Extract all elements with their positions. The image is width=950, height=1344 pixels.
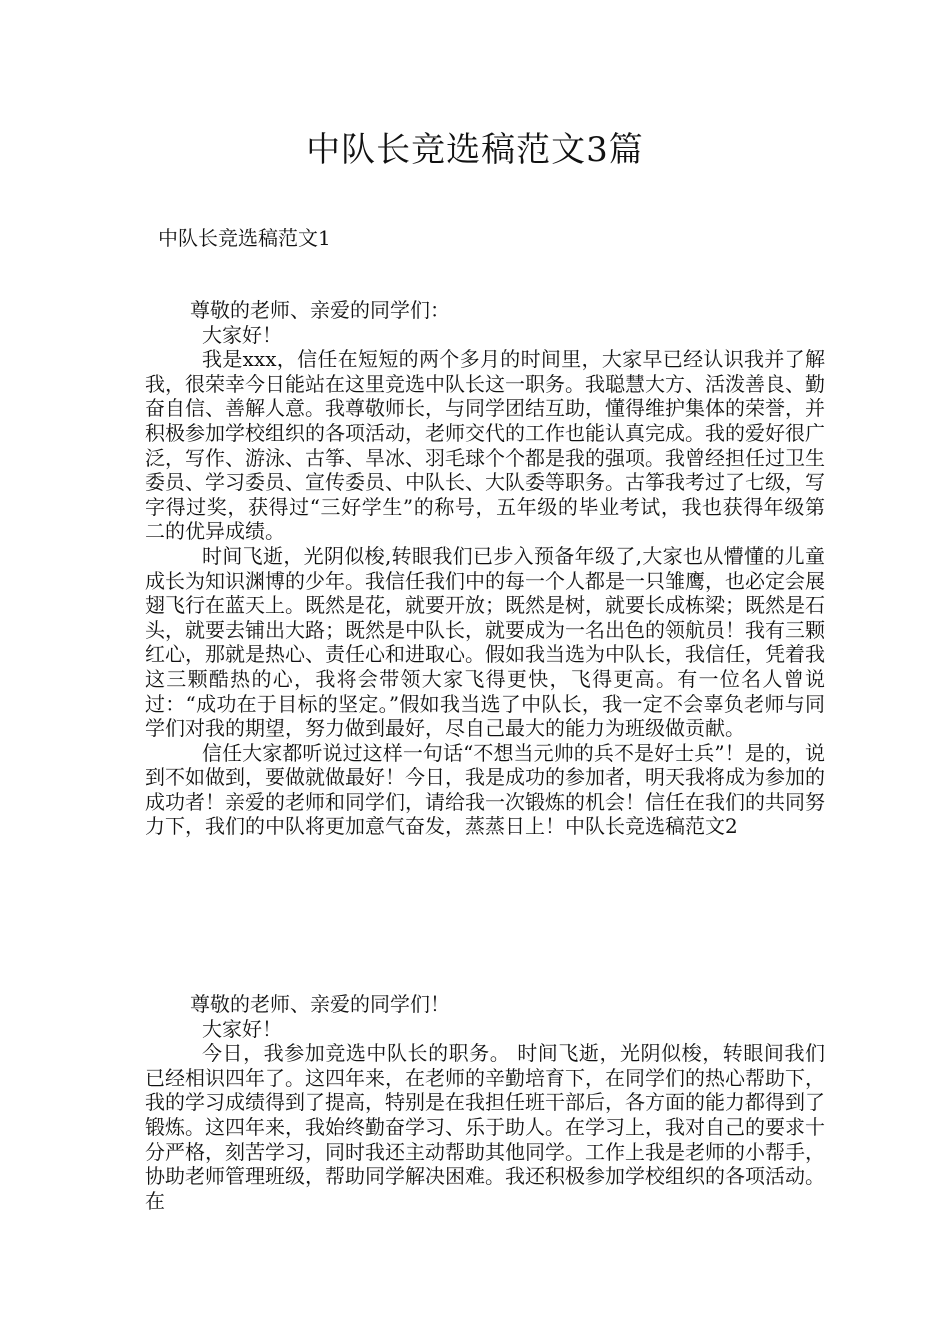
speech-2-greeting: 尊敬的老师、亲爱的同学们！ [190,992,450,1016]
speech-1-paragraph: 我是xxx，信任在短短的两个多月的时间里，大家早已经认识我并了解我，很荣幸今日能站在这里竞选中队长这一职务。我聪慧大方、活泼善良、勤奋自信、善解人意。我尊敬师长，与同学团结互助，懂得维护集体的荣誉，并积极参加学校组织的各项活动，老师交代的工作也能认真完成。我的爱好很广泛，写作、游泳、古筝、旱冰、羽毛球个个都是我的强项。我曾经担任过卫生委员、学习委员、宣传委员、中队长、大队委等职务。古筝我考过了七级，写字得过奖，获得过“三好学生”的称号，五年级的毕业考试，我也获得年级第二的优异成绩。 [145,347,825,544]
speech-1-body [145,298,825,839]
speech-2-body [145,992,825,1213]
speech-2-paragraph: 今日，我参加竞选中队长的职务。 时间飞逝，光阴似梭，转眼间我们已经相识四年了。这四年来，在老师的辛勤培育下，在同学们的热心帮助下，我的学习成绩得到了提高，特别是在我担任班干部后，各方面的能力都得到了锻炼。这四年来，我始终勤奋学习、乐于助人。在学习上，我对自己的要求十分严格，刻苦学习，同时我还主动帮助其他同学。工作上我是老师的小帮手，协助老师管理班级，帮助同学解决困难。我还积极参加学校组织的各项活动。在 [145,1041,825,1213]
document-title: 中队长竞选稿范文3篇 [306,130,644,170]
speech-1-paragraph: 信任大家都听说过这样一句话“不想当元帅的兵不是好士兵”！是的，说到不如做到，要做就做最好！今日，我是成功的参加者，明天我将成为参加的成功者！亲爱的老师和同学们，请给我一次锻炼的机会！信任在我们的共同努力下，我们的中队将更加意气奋发，蒸蒸日上！中队长竞选稿范文2 [145,740,825,839]
speech-1-hello: 大家好！ [202,322,282,347]
speech-1-greeting: 尊敬的老师、亲爱的同学们： [190,298,450,322]
speech-1-paragraph: 时间飞逝，光阴似梭,转眼我们已步入预备年级了,大家也从懵懂的儿童成长为知识渊博的少年。我信任我们中的每一个人都是一只雏鹰，也必定会展翅飞行在蓝天上。既然是花，就要开放；既然是树，就要长成栋梁；既然是石头，就要去铺出大路；既然是中队长，就要成为一名出色的领航员！我有三颗红心，那就是热心、责任心和进取心。假如我当选为中队长，我信任，凭着我这三颗酷热的心，我将会带领大家飞得更快，飞得更高。有一位名人曾说过：“成功在于目标的坚定。”假如我当选了中队长，我一定不会辜负老师与同学们对我的期望，努力做到最好，尽自己最大的能力为班级做贡献。 [145,543,825,741]
speech-2-hello: 大家好！ [202,1016,282,1041]
section-heading-1: 中队长竞选稿范文1 [158,226,331,250]
